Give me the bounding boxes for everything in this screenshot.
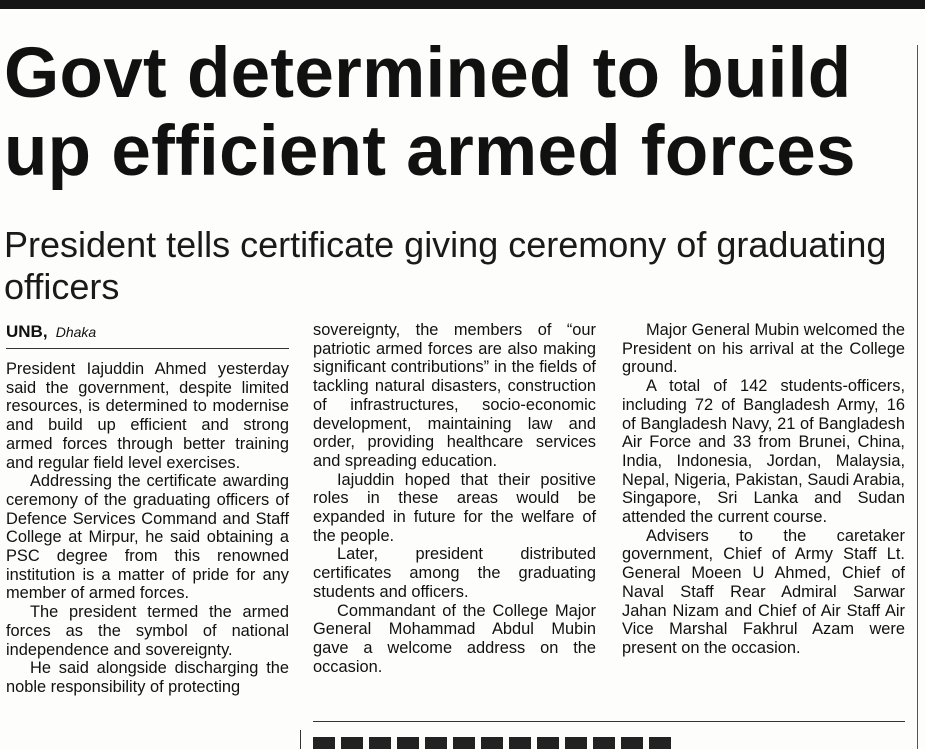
headline: Govt determined to build up efficient armed forces xyxy=(4,34,856,191)
paragraph: Major General Mubin welcomed the President on his arrival at the College ground. xyxy=(622,321,905,377)
top-rule xyxy=(0,0,925,9)
byline xyxy=(6,323,96,342)
bottom-rule xyxy=(313,721,905,722)
article-column-1 xyxy=(6,360,289,697)
paragraph: He said alongside discharging the noble responsibility of protecting xyxy=(6,659,289,696)
paragraph: President Iajuddin Ahmed yesterday said the government, despite limited resources, is determined to modernise and build up efficient and strong armed forces through better training and regular field level exercises. xyxy=(6,360,289,472)
next-article-headline-cropped xyxy=(313,734,913,749)
byline-place: Dhaka xyxy=(55,324,97,340)
article-column-2 xyxy=(313,321,596,676)
column-divider xyxy=(300,730,301,749)
subheadline: President tells certificate giving ceremony of graduating officers xyxy=(4,224,887,307)
byline-rule xyxy=(6,348,289,349)
article-column-3 xyxy=(622,321,905,658)
paragraph: Advisers to the caretaker government, Chief of Army Staff Lt. General Moeen U Ahmed, Chief of Naval Staff Rear Admiral Sarwar Jahan Nizam and Chief of Air Staff Air Vice Marshal Fakhrul Azam were present on the occasion. xyxy=(622,526,905,657)
paragraph: The president termed the armed forces as the symbol of national independence and sovereignty. xyxy=(6,603,289,659)
right-column-rule xyxy=(917,45,918,749)
paragraph: Addressing the certificate awarding ceremony of the graduating officers of Defence Services Command and Staff College at Mirpur, he said obtaining a PSC degree from this renowned institution is a matter of pride for any member of armed forces. xyxy=(6,472,289,603)
paragraph: A total of 142 students-officers, including 72 of Bangladesh Army, 16 of Bangladesh Navy, 21 of Bangladesh Air Force and 33 from Brunei, China, India, Indonesia, Jordan, Malaysia, Nepal, Nigeria, Pakistan, Saudi Arabia, Singapore, Sri Lanka and Sudan attended the current course. xyxy=(622,377,905,527)
byline-agency: UNB, xyxy=(6,322,48,341)
paragraph: Iajuddin hoped that their positive roles in these areas would be expanded in future for the welfare of the people. xyxy=(313,470,596,545)
paragraph: Commandant of the College Major General Mohammad Abdul Mubin gave a welcome address on the occasion. xyxy=(313,601,596,676)
paragraph: sovereignty, the members of “our patriotic armed forces are also making significant contributions” in the fields of tackling natural disasters, construction of infrastructures, socio-economic development, maintaining law and order, providing healthcare services and spreading education. xyxy=(313,321,596,470)
paragraph: Later, president distributed certificates among the graduating students and officers. xyxy=(313,545,596,601)
